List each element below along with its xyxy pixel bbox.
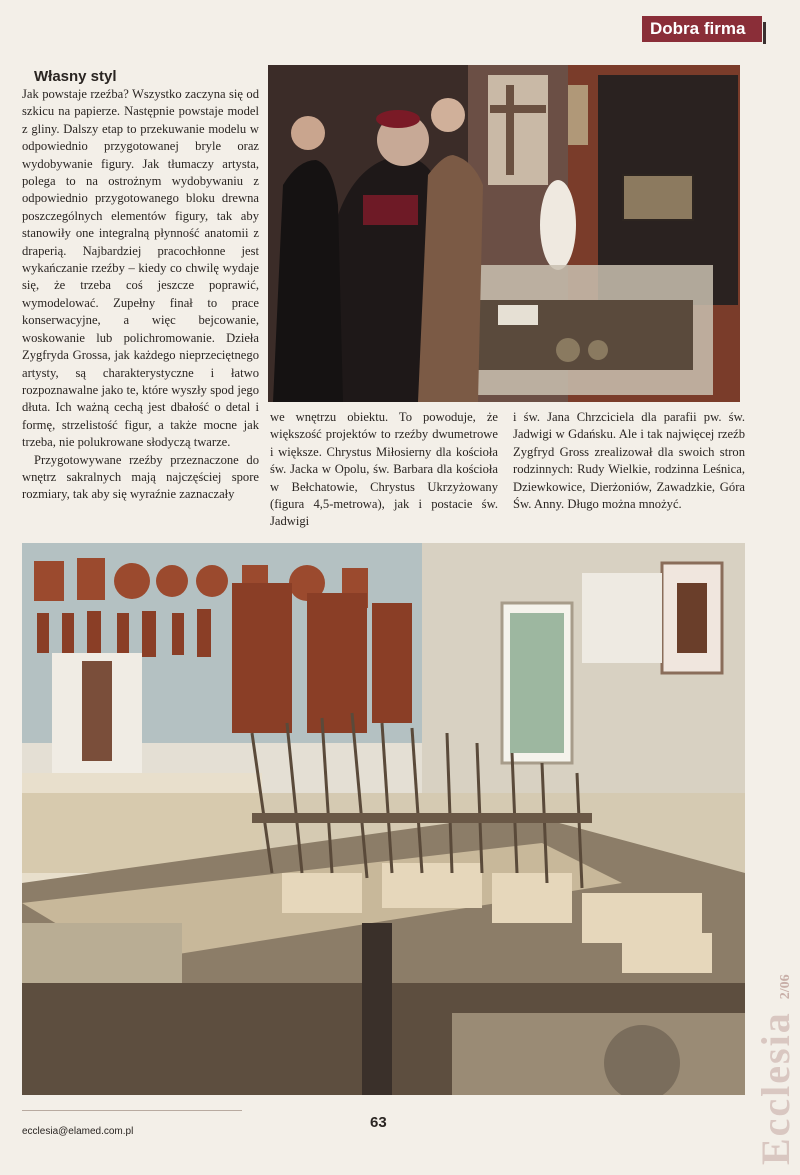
section-tab: [642, 16, 762, 42]
section-label: Dobra firma: [650, 19, 746, 38]
text-column-2: [270, 409, 498, 531]
footer-rule: [22, 1110, 242, 1111]
paragraph-3: we wnętrzu obiektu. To powoduje, że większość projektów to rzeźby dwumetrowe i większe. Chrystus Miłosierny dla kościoła św. Jacka w Opolu, św. Barbara dla kościoła w Bełchatowie, Chrystus Ukrzyżowany (figura 4,5-metrowa), jak i postacie św. Jadwigi: [270, 410, 498, 529]
paragraph-2: Przygotowywane rzeźby przeznaczone do wnętrz sakralnych mają najczęściej spore rozmiary, tak aby się wyraźnie zaznaczały: [22, 452, 259, 502]
workshop-photo: [22, 543, 745, 1095]
exhibition-photo-image: [268, 65, 740, 402]
text-column-1: [22, 86, 259, 504]
magazine-name: Ecclesia: [753, 1011, 798, 1165]
paragraph-1: Jak powstaje rzeźba? Wszystko zaczyna się od szkicu na papierze. Następnie powstaje model z gliny. Dalszy etap to przekuwanie modelu w odpowiednio przygotowanej bryle oraz wydobywanie figury. Jak tłumaczy artysta, polega to na ostrożnym wydobywaniu z odpowiednio przygotowanego bloku drewna poszczególnych elementów figury, tak aby stanowiły one integralną płynność anatomii z draperią. Najbardziej pracochłonne jest wykańczanie rzeźby – kiedy co chwilę wydaje się, że trzeba coś jeszcze poprawić, wymodelować. Zupełny finał to prace konserwacyjne, a więc bejcowanie, woskowanie lub polichromowanie. Dzieła Zygfryda Grossa, jak każdego nieprzeciętnego artysty, są charakterystyczne i łatwo rozpoznawalne jako te, które wyszły spod jego dłuta. Ich ważną cechą jest dbałość o detal i formę, strzelistość figur, a także mocne jak trzeba, nie polukrowane słodyczą twarze.: [22, 87, 259, 450]
paragraph-4: i św. Jana Chrzciciela dla parafii pw. św. Jadwigi w Gdańsku. Ale i tak najwięcej rzeźb Zygfryd Gross zrealizował dla swoich stron rodzinnych: Rudy Wielkie, rodzinna Leśnica, Dziewkowice, Dierżoniów, Zawadzkie, Góra Św. Anny. Długo można mnożyć.: [513, 410, 745, 512]
magazine-name-vertical: [752, 974, 799, 1165]
text-column-3: [513, 409, 745, 513]
workshop-photo-image: [22, 543, 745, 1095]
footer-email: ecclesia@elamed.com.pl: [22, 1126, 134, 1137]
page-number: 63: [370, 1114, 387, 1131]
exhibition-photo: [268, 65, 740, 402]
section-tab-mark: [763, 22, 766, 44]
article-heading: Własny styl: [34, 68, 117, 85]
magazine-issue: 2/06: [778, 974, 793, 1000]
section-tab-rule: [642, 40, 762, 42]
